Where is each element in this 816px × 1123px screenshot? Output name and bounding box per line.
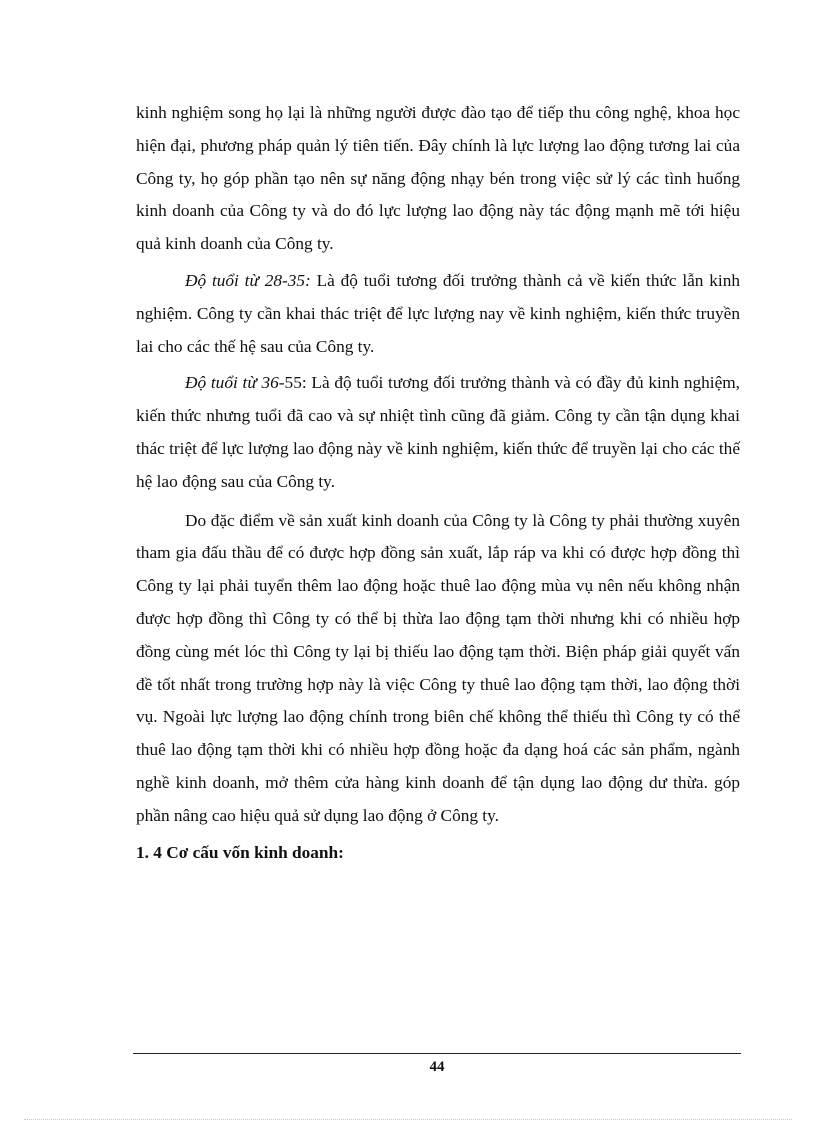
page-number: 44: [429, 1059, 445, 1075]
paragraph-seasonal-labor: [136, 505, 740, 833]
paragraph-text: 55: Là độ tuổi tương đối trưởng thành và có đầy đủ kinh nghiệm, kiến thức nhưng tuổi đã cao và sự nhiệt tình cũng đã giảm. Công ty cần tận dụng khai thác triệt để lực lượng lao động này về kinh nghiệm, kiến thức để truyền lại cho các thế hệ lao động sau của Công ty.: [136, 373, 740, 491]
paragraph-age-28-35: [136, 265, 740, 363]
age-group-label: Độ tuổi từ 36-: [185, 373, 285, 393]
age-group-label: Độ tuổi từ 28-35:: [185, 270, 311, 290]
paragraph-age-36-55: [136, 367, 740, 498]
paragraph-text: Do đặc điểm về sản xuất kinh doanh của Công ty là Công ty phải thường xuyên tham gia đấu thầu để có được hợp đồng sản xuất, lắp ráp va khi có được hợp đồng thì Công ty lại phải tuyển thêm lao động hoặc thuê lao động mùa vụ nên nếu không nhận được hợp đồng thì Công ty có thể bị thừa lao động tạm thời nhưng khi có nhiều hợp đồng cùng mét lóc thì Công ty lại bị thiếu lao động tạm thời. Biện pháp giải quyết vấn đề tốt nhất trong trường hợp này là việc Công ty thuê lao động tạm thời, lao động thời vụ. Ngoài lực lượng lao động chính trong biên chế không thể thiếu thì Công ty có thể thuê lao động tạm thời khi có nhiều hợp đồng hoặc đa dạng hoá các sản phẩm, ngành nghề kinh doanh, mở thêm cửa hàng kinh doanh để tận dụng lao động dư thừa. góp phần nâng cao hiệu quả sử dụng lao động ở Công ty.: [136, 510, 740, 825]
page-body: [136, 97, 740, 869]
paragraph-text: kinh nghiệm song họ lại là những người được đào tạo để tiếp thu công nghệ, khoa học hiện đại, phương pháp quản lý tiên tiến. Đây chính là lực lượng lao động tương lai của Công ty, họ góp phần tạo nên sự năng động nhạy bén trong việc sử lý các tình huống kinh doanh của Công ty và do đó lực lượng lao động này tác động mạnh mẽ tới hiệu quả kinh doanh của Công ty.: [136, 103, 740, 254]
footer-divider: [133, 1053, 741, 1054]
paragraph-young-workforce: [136, 97, 740, 261]
section-heading: 1. 4 Cơ cấu vốn kinh doanh:: [136, 842, 344, 862]
page-bottom-border: [24, 1119, 792, 1120]
paragraph-text: Là độ tuổi tương đối trưởng thành cả về kiến thức lẫn kinh nghiệm. Công ty cần khai thác triệt để lực lượng nay về kinh nghiệm, kiến thức truyền lai cho các thế hệ sau của Công ty.: [136, 270, 740, 356]
